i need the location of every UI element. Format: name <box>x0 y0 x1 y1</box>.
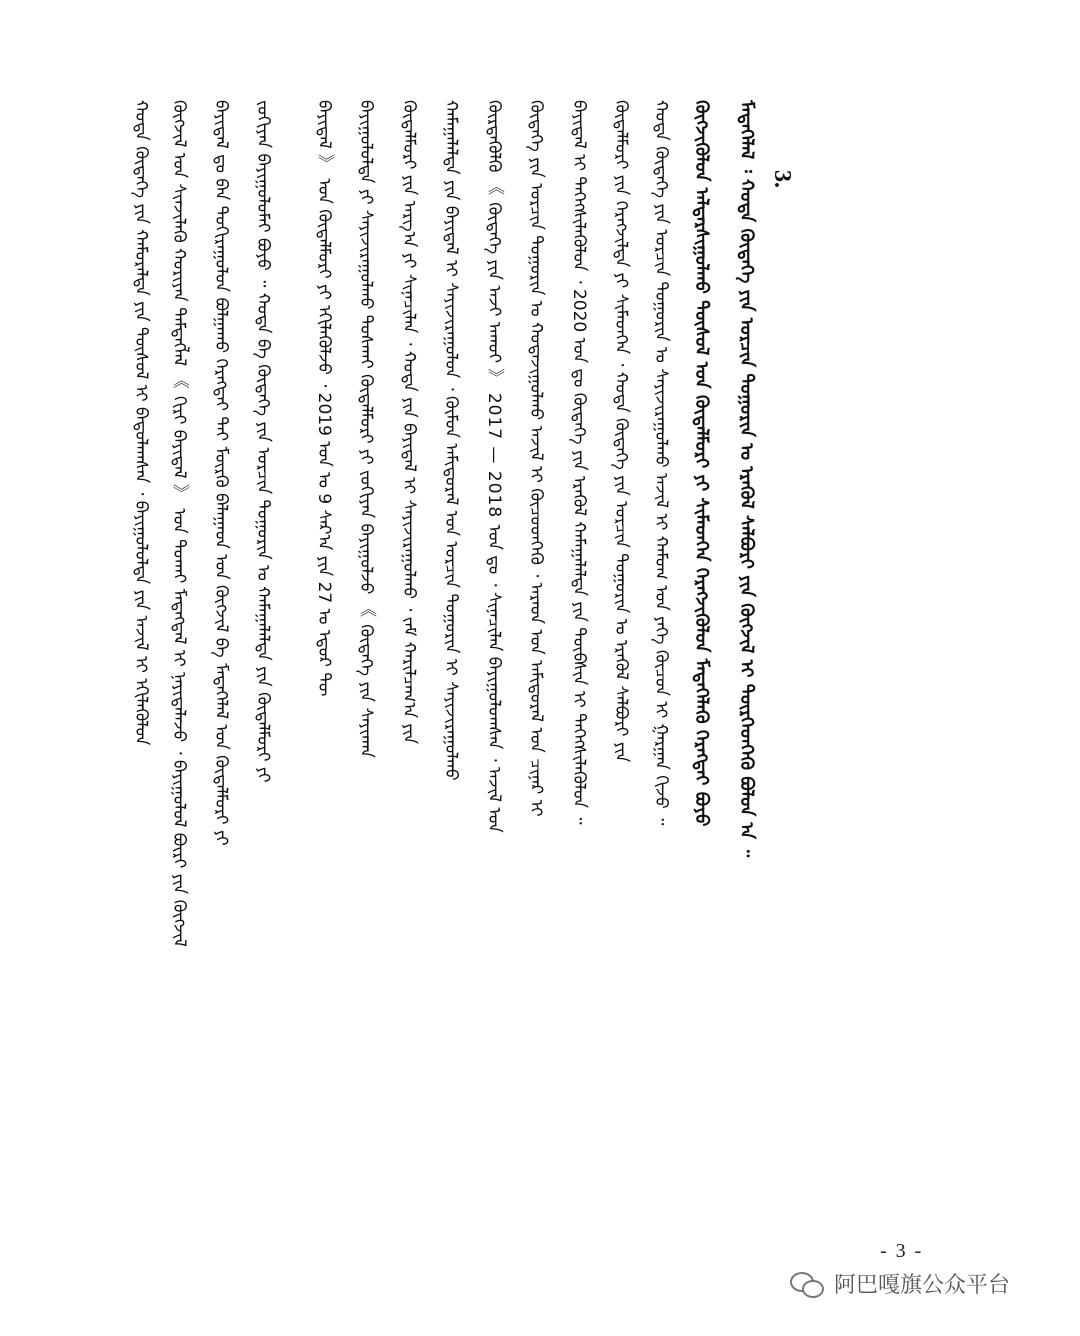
watermark <box>790 1268 1010 1299</box>
text-column-2: ᠪᠠᠶᠢᠳᠠᠯ ᠳᠤ ᠪᠡᠨ ᠲᠣᠬᠢᠷᠠᠭᠤᠯᠤᠨ ᠪᠤᠯᠭᠠᠬᠤ ᠬᠡᠷᠡᠭᠲᠡᠢ ᠲᠠᠢ ᠮᠥᠷᠬᠦ ᠪᠠᠯᠠᠭᠠᠳ ᠤᠨ ᠬᠥᠭᠵᠢᠯ ᠪᠠ ᠮᠡᠳᠡᠭᠡᠯᠡᠯ ᠤᠨ ᠬᠥᠳᠡᠯᠮᠦᠷᠢ ᠶᠢ <box>211 100 231 846</box>
text-column-9: ᠬᠠᠮᠠᠭᠠᠯᠠᠯᠲᠠ ᠶᠢᠨ ᠪᠠᠶᠢᠳᠠᠯ ᠢ ᠰᠠᠶᠢᠵᠢᠷᠠᠭᠤᠯᠤᠨ ᠂ ᠬᠦᠮᠦᠨ ᠠᠮᠢᠳᠤᠷᠠᠯ ᠤᠨ ᠣᠷᠴᠢᠨ ᠲᠣᠭᠣᠷᠢᠨ ᠢ ᠰᠠᠶᠢᠵᠢᠷᠠᠭᠤᠯᠬᠤ <box>441 100 461 781</box>
text-column-6: ᠪᠠᠶᠢᠳᠠᠯ ᠢ ᠳᠡᠭᠡᠭᠰᠢᠯᠡᠭᠦᠯᠦᠨ ᠂ 2020 ᠣᠨ ᠳᠤ ᠬᠥᠳᠡᠭᠡ ᠶᠢᠨ ᠡᠷᠡᠭᠦᠯ ᠬᠠᠮᠠᠭᠠᠯᠠᠯᠲᠠ ᠶᠢᠨ ᠲᠦᠪᠰᠢᠨ ᠢ ᠳᠡᠭᠡᠭᠰᠢᠯᠡᠭᠦᠯᠦᠨ ᠃ <box>569 100 589 825</box>
text-column-12: ᠪᠠᠶᠢᠳᠠᠯ 》 ᠤᠨ ᠬᠥᠳᠡᠯᠮᠦᠷᠢ ᠶᠢ ᠡᠬᠢᠯᠡᠭᠦᠯᠵᠦ ᠂ 2019 ᠣᠨ ᠤ 9 ᠰᠠᠷ᠎ᠠ ᠶᠢᠨ 27 ᠤ ᠡᠳᠦᠷ ᠲᠦ <box>314 100 334 697</box>
text-column-10: ᠬᠥᠳᠡᠯᠮᠦᠷᠢ ᠶᠢᠨ ᠠᠷᠭ᠎ᠠ ᠶᠢ ᠰᠢᠨᠡᠴᠢᠯᠡᠨ ᠂ ᠬᠣᠲᠠ ᠶᠢᠨ ᠪᠠᠶᠢᠳᠠᠯ ᠢ ᠰᠠᠶᠢᠵᠢᠷᠠᠭᠤᠯᠬᠤ ᠂ ᠵᠠᠮ ᠬᠠᠷᠢᠯᠴᠠᠭ᠎ᠠ ᠶᠢᠨ <box>399 100 419 744</box>
text-column-7: ᠬᠥᠳᠡᠭᠡ ᠶᠢᠨ ᠣᠷᠴᠢᠨ ᠲᠣᠭᠣᠷᠢᠨ ᠤ ᠬᠣᠲᠠᠵᠢᠭᠤᠯᠬᠤ ᠠᠵᠢᠯ ᠢ ᠬᠦᠴᠦᠳᠬᠡᠬᠦ ᠂ ᠠᠷᠠᠳ ᠤᠨ ᠠᠮᠢᠳᠤᠷᠠᠯ ᠤᠨ ᠴᠢᠨᠠᠷ ᠢ <box>526 100 546 817</box>
wechat-icon <box>790 1270 824 1298</box>
text-column-13: ᠬᠣᠲᠠ ᠬᠥᠳᠡᠭᠡ ᠶᠢᠨ ᠬᠠᠮᠤᠷᠠᠯᠲᠠ ᠶᠢᠨ ᠲᠥᠰᠦᠯ ᠢ ᠪᠠᠲᠤᠯᠠᠭᠰᠠᠨ ᠂ ᠪᠠᠶᠢᠭᠤᠯᠤᠯᠲᠠ ᠶᠢᠨ ᠠᠵᠢᠯ ᠢ ᠡᠬᠢᠯᠡᠭᠦᠯᠦᠨ <box>131 100 151 746</box>
watermark-text: 阿巴嘎旗公众平台 <box>834 1273 1011 1298</box>
text-column-11: ᠪᠠᠶᠢᠭᠤᠯᠤᠯᠲᠠ ᠶᠢ ᠰᠠᠶᠢᠵᠢᠷᠠᠭᠤᠯᠬᠤ ᠲᠤᠰᠬᠠᠢ ᠬᠥᠳᠡᠯᠮᠦᠷᠢ ᠶᠢ ᠵᠣᠬᠢᠶᠠᠨ ᠪᠠᠶᠢᠭᠤᠯᠵᠤ 《 ᠬᠥᠳᠡᠭᠡ ᠶᠢᠨ ᠰᠠᠶᠢᠬᠠᠨ <box>356 100 376 758</box>
text-column-3: ᠵᠣᠬᠢᠶᠠᠨ ᠪᠠᠶᠢᠭᠤᠯᠤᠮᠠᠢ ᠪᠤᠶᠤ ᠃ ᠬᠣᠲᠠ ᠪᠠ ᠬᠥᠳᠡᠭᠡ ᠶᠢᠨ ᠣᠷᠴᠢᠨ ᠲᠣᠭᠣᠷᠢᠨ ᠤ ᠬᠠᠮᠠᠭᠠᠯᠠᠯᠲᠠ ᠶᠢᠨ ᠬᠥᠳᠡᠯᠮᠦᠷᠢ ᠶᠢ <box>253 100 273 783</box>
page-number: - 3 - <box>880 1240 924 1262</box>
text-column-4: ᠬᠣᠲᠠ ᠬᠥᠳᠡᠭᠡ ᠶᠢᠨ ᠣᠷᠴᠢᠨ ᠲᠣᠭᠣᠷᠢᠨ ᠤ ᠰᠠᠶᠢᠵᠢᠷᠠᠭᠤᠯᠬᠤ ᠠᠵᠢᠯ ᠢ ᠬᠠᠮᠤᠭ ᠤᠨ ᠶᠡᠬᠡ ᠬᠦᠴᠦᠨ ᠢ ᠭᠠᠷᠭᠠᠨ ᠬᠢᠵᠦ ᠃ <box>651 100 671 826</box>
heading-column-2: ᠮᠡᠳᠡᠭᠡᠯᠡᠯ ᠄ ᠬᠣᠲᠠ ᠬᠥᠳᠡᠭᠡ ᠶᠢᠨ ᠣᠷᠴᠢᠨ ᠲᠣᠭᠣᠷᠢᠨ ᠤ ᠡᠷᠡᠭᠦᠯ ᠰᠠᠯᠪᠤᠷᠢ ᠶᠢᠨ ᠬᠥᠭᠵᠢᠯ ᠢ ᠲᠦᠷᠭᠡᠳᠬᠡᠬᠦ ᠪᠤᠯᠤᠨ ᠠ ᠃ <box>736 100 757 858</box>
text-column-8: ᠬᠦᠷᠳᠡᠭᠦᠯᠬᠦ 《 ᠬᠦᠳᠡᠭᠡ ᠶᠢᠨ ᠠᠵᠢ ᠠᠬᠤᠢ 》 2017 — 2018 ᠣᠨ ᠳᠤ ᠂ ᠰᠢᠨᠡᠴᠢᠯᠡᠨ ᠪᠠᠶᠢᠭᠤᠯᠤᠭᠰᠠᠨ ᠂ ᠠᠵᠢᠯ ᠤᠨ <box>484 100 504 833</box>
heading-column-1: ᠬᠥᠭᠵᠢᠭᠦᠯᠦᠨ ᠠᠯᠳᠠᠷᠰᠢᠭᠤᠯᠬᠤ ᠲᠥᠰᠦᠯ ᠤᠨ ᠬᠥᠳᠡᠯᠮᠦᠷᠢ ᠶᠢ ᠰᠢᠮᠡᠳᠬᠡᠨ ᠬᠡᠷᠡᠭᠵᠢᠭᠦᠯᠦᠨ ᠮᠡᠳᠡᠭᠡᠯᠡᠬᠦ ᠬᠡᠷᠡᠭᠲᠡᠢ ᠪᠤᠶᠤ <box>691 100 712 827</box>
section-number: 3. <box>769 170 795 188</box>
text-column-5: ᠬᠥᠳᠡᠯᠮᠦᠷᠢ ᠶᠢᠨ ᠬᠡᠷᠡᠭᠵᠢᠯᠲᠡ ᠶᠢ ᠰᠢᠮᠡᠳᠬᠡᠨ ᠂ ᠬᠣᠲᠠ ᠬᠥᠳᠡᠭᠡ ᠶᠢᠨ ᠣᠷᠴᠢᠨ ᠲᠣᠭᠣᠷᠢᠨ ᠤ ᠡᠷᠡᠭᠦᠯ ᠰᠠᠯᠪᠤᠷᠢ ᠶᠢᠨ <box>611 100 631 763</box>
text-column-1: ᠬᠥᠭᠵᠢᠯ ᠤᠨ ᠰᠢᠨᠵᠢᠯᠡᠬᠦ ᠬᠤᠷᠢᠶᠠᠨ ᠲᠡᠮᠳᠡᠭᠯᠡᠯ 《 ᠬᠢᠷᠢ ᠪᠠᠶᠢᠳᠠᠯ 》 ᠤᠨ ᠲᠤᠬᠠᠢ ᠮᠡᠳᠡᠭᠳᠡᠯ ᠢ ᠨᠡᠶᠢᠲᠡᠯᠡᠵᠦ ᠂ ᠪᠠᠶᠢᠭᠤᠯᠤᠯ ᠪᠦᠷᠢ ᠶᠢᠨ ᠬᠥᠭᠵᠢᠯ <box>169 100 189 947</box>
